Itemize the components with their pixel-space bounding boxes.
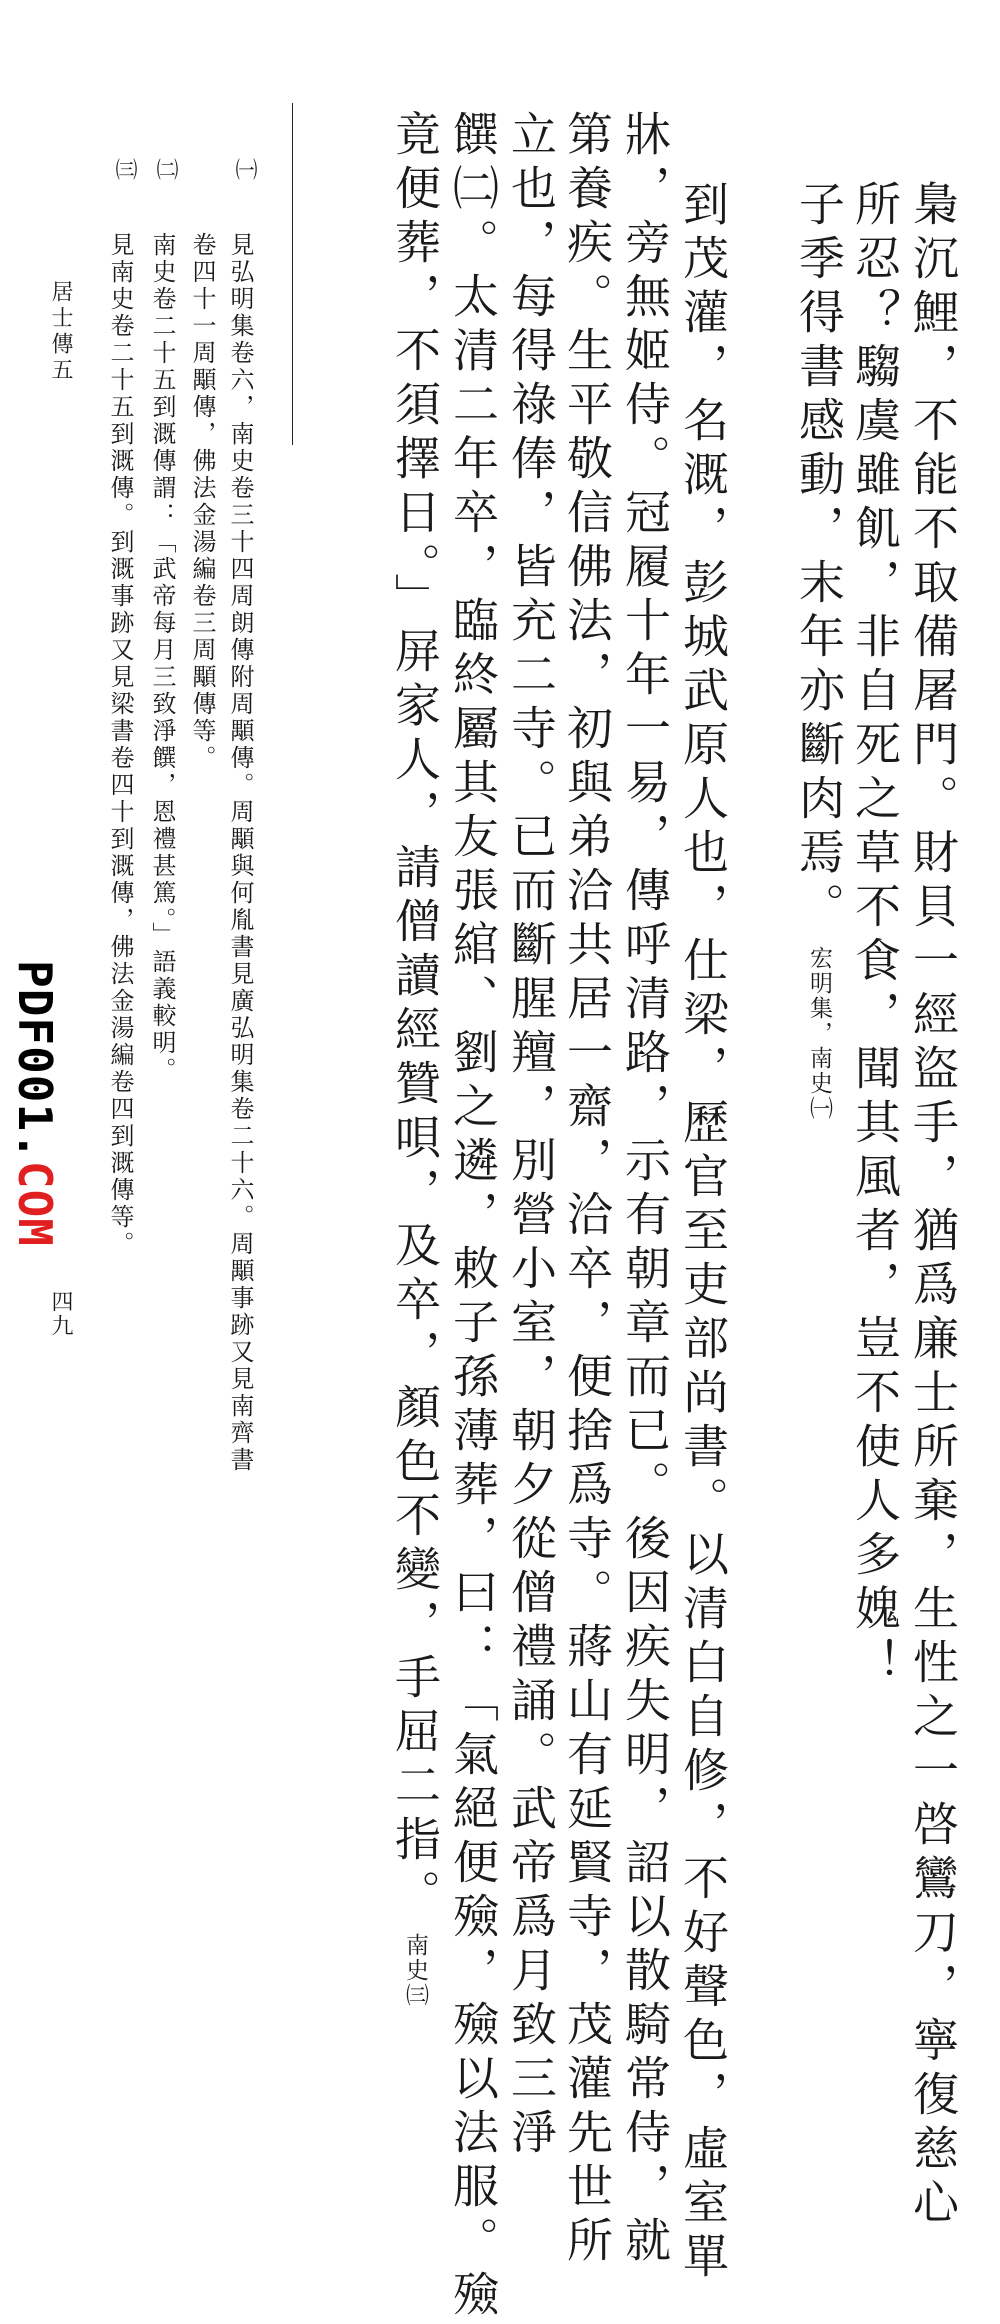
watermark	[8, 960, 62, 1247]
main-text-col-1: 梟沉鯉，不能不取備屠門。財貝一經盜手，猶爲廉士所棄，生性之一啓鸞刀，寧復慈心	[906, 180, 960, 2232]
footnote-1-line-1: 見弘明集卷六，南史卷三十四周朗傳附周顒傳。周顒與何胤書見廣弘明集卷二十六。周顒事跡又見南齊書	[226, 232, 254, 1474]
page-number: 四九	[48, 1290, 73, 1338]
footnote-divider	[292, 103, 293, 445]
footnote-1-line-2: 卷四十一周顒傳，佛法金湯編卷三周顒傳等。	[188, 232, 216, 772]
main-text-col-6: 第養疾。生平敬信佛法，初與弟洽共居一齋，洽卒，便捨爲寺。蔣山有延賢寺，茂灌先世所	[560, 110, 614, 2270]
source-citation: 宏明集，南史㈠	[806, 946, 832, 1121]
watermark-part-1: PDF001.	[8, 960, 62, 1161]
main-text-col-7: 立也，每得祿俸，皆充二寺。已而斷腥羶，別營小室，朝夕從僧禮誦。武帝爲月致三淨	[504, 110, 558, 2162]
footnote-2-mark: ㈡	[153, 158, 178, 182]
running-head: 居士傳五	[48, 280, 73, 384]
source-citation: 南史㈢	[402, 1933, 428, 2008]
watermark-part-2: COM	[8, 1160, 62, 1247]
footnote-2-line-1: 南史卷二十五到溉傳謂：「武帝每月三致淨饌，恩禮甚篤。」語義較明。	[148, 232, 176, 1084]
footnote-3-line-1: 見南史卷二十五到溉傳。到溉事跡又見梁書卷四十到溉傳，佛法金湯編卷四到溉傳等。	[106, 232, 134, 1258]
footnote-3-mark: ㈢	[112, 158, 137, 182]
footnote-1-mark: ㈠	[232, 158, 257, 182]
main-text-col-4: 到茂灌，名溉，彭城武原人也，仕梁，歷官至吏部尚書。以清白自修，不好聲色，虛室單	[676, 180, 730, 2286]
main-text-col-3: 子季得書感動，末年亦斷肉焉。宏明集，南史㈠	[792, 180, 846, 1121]
main-text-col-2: 所忍？騶虞雖飢，非自死之草不食，聞其風者，豈不使人多媿！	[848, 180, 902, 1692]
main-text-col-8: 饌㈡。太清二年卒，臨終屬其友張綰、劉之遴，敕子孫薄葬，曰：「氣絕便殮，殮以法服。殮	[446, 110, 500, 2324]
main-text-col-5: 牀，旁無姬侍。冠履十年一易，傳呼清路，示有朝章而已。後因疾失明，詔以散騎常侍，就	[618, 110, 672, 2270]
main-text-col-9: 竟便葬，不須擇日。」屏家人，請僧讀經贊唄，及卒，顏色不變，手屈二指。南史㈢	[388, 110, 442, 2008]
